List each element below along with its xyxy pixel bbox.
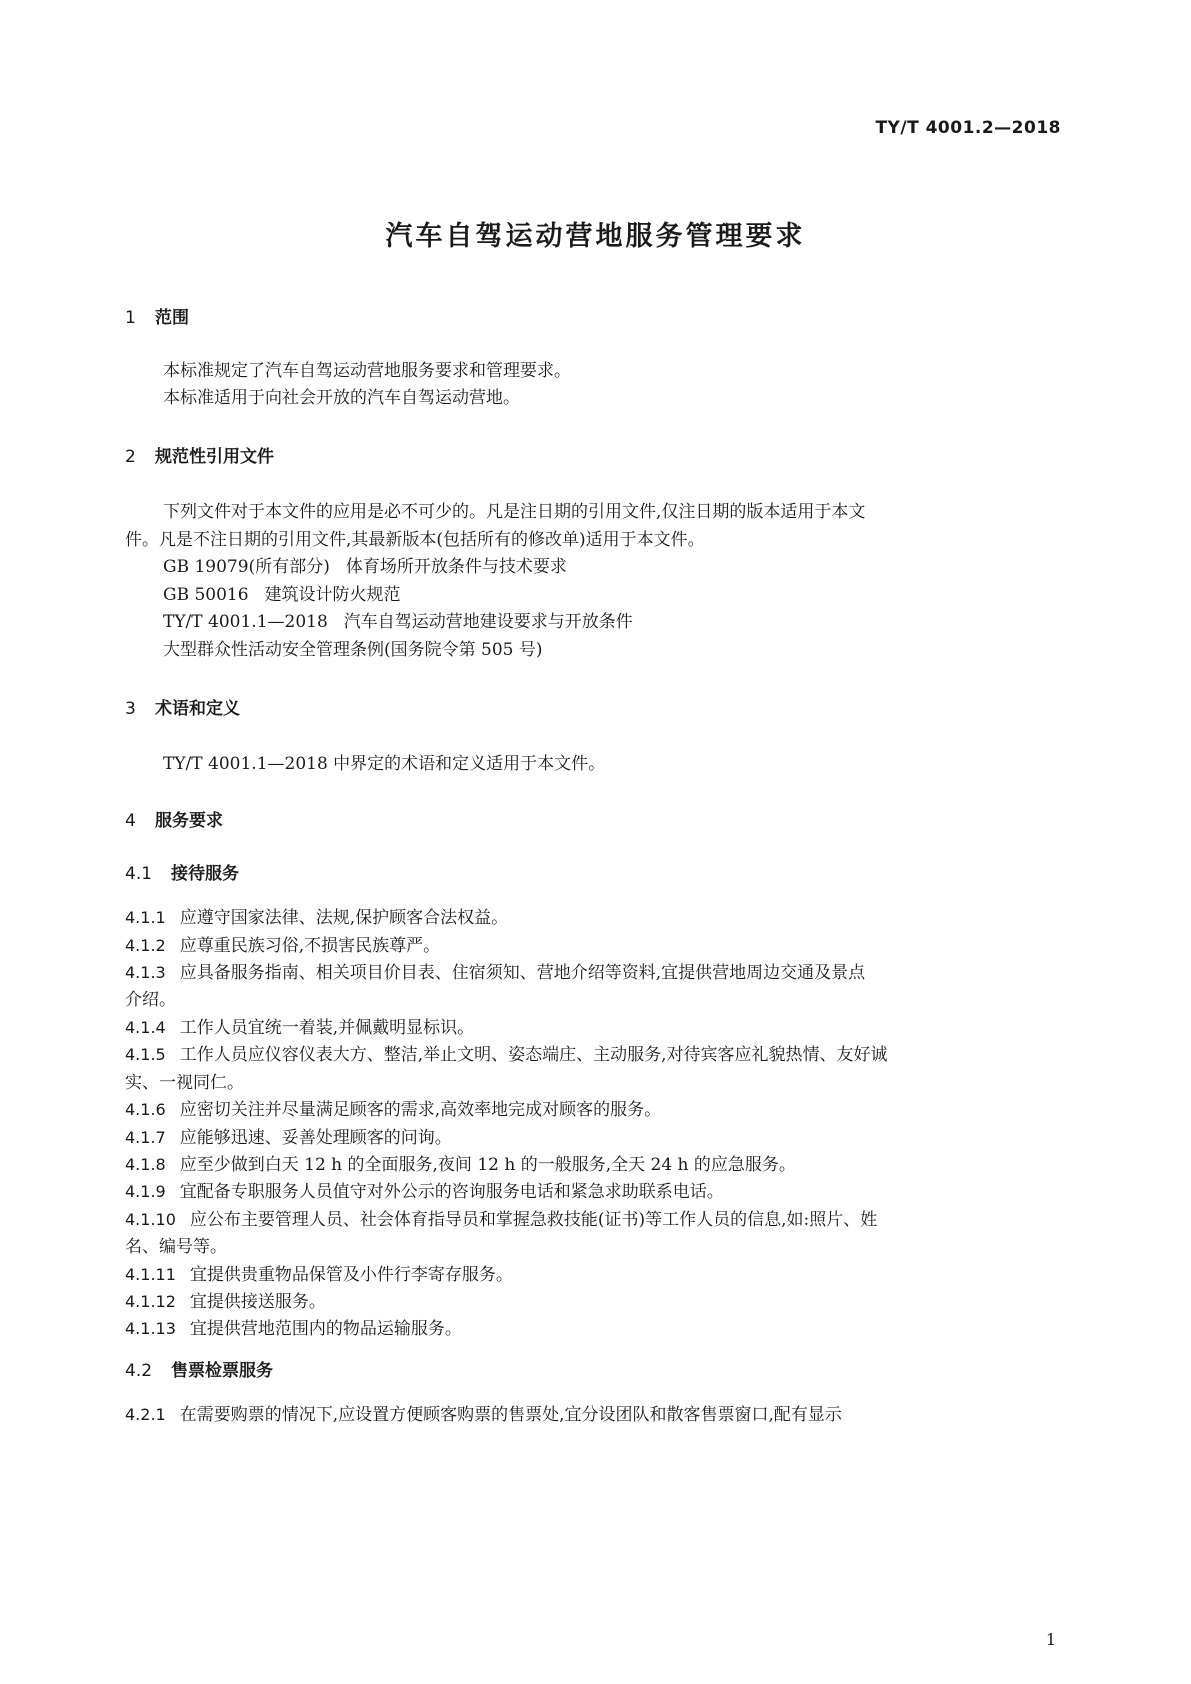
reference-title: 建筑设计防火规范: [264, 585, 401, 605]
clause-text: 工作人员宜统一着装,并佩戴明显标识。: [179, 1018, 475, 1038]
normative-reference: [163, 552, 567, 577]
clause-number: 4.1.5: [125, 1045, 166, 1064]
clause-text: 宜配备专职服务人员值守对外公示的咨询服务电话和紧急求助联系电话。: [179, 1182, 724, 1202]
clause: [125, 1123, 452, 1148]
clause-text: 应遵守国家法律、法规,保护顾客合法权益。: [179, 908, 509, 928]
clause-number: 4.1.11: [125, 1265, 176, 1284]
section-1-heading: [125, 303, 189, 328]
clause: [125, 1177, 724, 1202]
clause-text: 应公布主要管理人员、社会体育指导员和掌握急救技能(证书)等工作人员的信息,如:照片、姓: [189, 1210, 878, 1230]
reference-code: TY/T 4001.1—2018: [163, 612, 328, 632]
clause-number: 4.1.2: [125, 936, 166, 955]
reference-title: 大型群众性活动安全管理条例(国务院令第 505 号): [163, 640, 543, 660]
paragraph-continuation: 件。凡是不注日期的引用文件,其最新版本(包括所有的修改单)适用于本文件。: [125, 530, 705, 550]
normative-reference: [163, 635, 543, 660]
normative-reference: [163, 607, 633, 632]
clause-text: 应密切关注并尽量满足顾客的需求,高效率地完成对顾客的服务。: [179, 1100, 662, 1120]
clause: [125, 1260, 513, 1285]
section-3-heading: [125, 694, 240, 719]
document-title: 汽车自驾运动营地服务管理要求: [385, 221, 806, 252]
clause: [125, 1205, 877, 1230]
clause: [125, 1040, 888, 1065]
section-title: 服务要求: [155, 811, 223, 831]
clause-text: 在需要购票的情况下,应设置方便顾客购票的售票处,宜分设团队和散客售票窗口,配有显示: [179, 1405, 842, 1425]
subsection-title: 售票检票服务: [171, 1361, 273, 1381]
section-number: 2: [125, 447, 136, 467]
clause-text: 应能够迅速、妥善处理顾客的问询。: [179, 1128, 452, 1148]
reference-title: 汽车自驾运动营地建设要求与开放条件: [343, 612, 633, 632]
section-number: 3: [125, 699, 136, 719]
clause-number: 4.2.1: [125, 1405, 166, 1424]
normative-reference: [163, 580, 401, 605]
clause: [125, 958, 865, 983]
clause-number: 4.1.1: [125, 908, 166, 927]
paragraph: TY/T 4001.1—2018 中界定的术语和定义适用于本文件。: [163, 754, 606, 774]
clause-continuation: 介绍。: [125, 990, 176, 1010]
paragraph: 本标准适用于向社会开放的汽车自驾运动营地。: [163, 388, 520, 408]
clause-text: 应尊重民族习俗,不损害民族尊严。: [179, 936, 441, 956]
section-number: 1: [125, 308, 136, 328]
paragraph: 下列文件对于本文件的应用是必不可少的。凡是注日期的引用文件,仅注日期的版本适用于本文: [163, 502, 866, 522]
clause-number: 4.1.8: [125, 1155, 166, 1174]
clause-text: 应至少做到白天 12 h 的全面服务,夜间 12 h 的一般服务,全天 24 h 的应急服务。: [179, 1155, 796, 1175]
clause: [125, 1150, 796, 1175]
clause: [125, 1013, 474, 1038]
clause-text: 宜提供接送服务。: [189, 1292, 326, 1312]
clause-number: 4.1.3: [125, 963, 166, 982]
paragraph: 本标准规定了汽车自驾运动营地服务要求和管理要求。: [163, 361, 571, 381]
section-title: 范围: [155, 308, 189, 328]
clause-number: 4.1.10: [125, 1210, 176, 1229]
subsection-4-1-heading: [125, 859, 239, 884]
clause-text: 宜提供营地范围内的物品运输服务。: [189, 1319, 462, 1339]
standard-id: TY/T 4001.2—2018: [875, 118, 1061, 138]
section-4-heading: [125, 806, 223, 831]
clause-number: 4.1.7: [125, 1128, 166, 1147]
page-number: 1: [1045, 1630, 1056, 1649]
section-title: 规范性引用文件: [155, 447, 274, 467]
subsection-title: 接待服务: [171, 864, 239, 884]
subsection-4-2-heading: [125, 1356, 273, 1381]
section-number: 4: [125, 811, 136, 831]
clause: [125, 1314, 462, 1339]
reference-code: GB 19079(所有部分): [163, 557, 330, 577]
clause-text: 工作人员应仪容仪表大方、整洁,举止文明、姿态端庄、主动服务,对待宾客应礼貌热情、友好诚: [179, 1045, 888, 1065]
clause: [125, 1400, 842, 1425]
clause: [125, 903, 508, 928]
section-2-heading: [125, 442, 274, 467]
clause-number: 4.1.4: [125, 1018, 166, 1037]
subsection-number: 4.2: [125, 1361, 153, 1381]
clause-text: 宜提供贵重物品保管及小件行李寄存服务。: [189, 1265, 513, 1285]
clause-number: 4.1.9: [125, 1182, 166, 1201]
clause: [125, 931, 440, 956]
clause: [125, 1095, 661, 1120]
clause-text: 应具备服务指南、相关项目价目表、住宿须知、营地介绍等资料,宜提供营地周边交通及景点: [179, 963, 866, 983]
clause-number: 4.1.6: [125, 1100, 166, 1119]
clause: [125, 1287, 326, 1312]
reference-code: GB 50016: [163, 585, 249, 605]
clause-number: 4.1.13: [125, 1319, 176, 1338]
clause-number: 4.1.12: [125, 1292, 176, 1311]
subsection-number: 4.1: [125, 864, 153, 884]
clause-continuation: 实、一视同仁。: [125, 1073, 244, 1093]
clause-continuation: 名、编号等。: [125, 1237, 227, 1257]
reference-title: 体育场所开放条件与技术要求: [345, 557, 567, 577]
section-title: 术语和定义: [155, 699, 240, 719]
